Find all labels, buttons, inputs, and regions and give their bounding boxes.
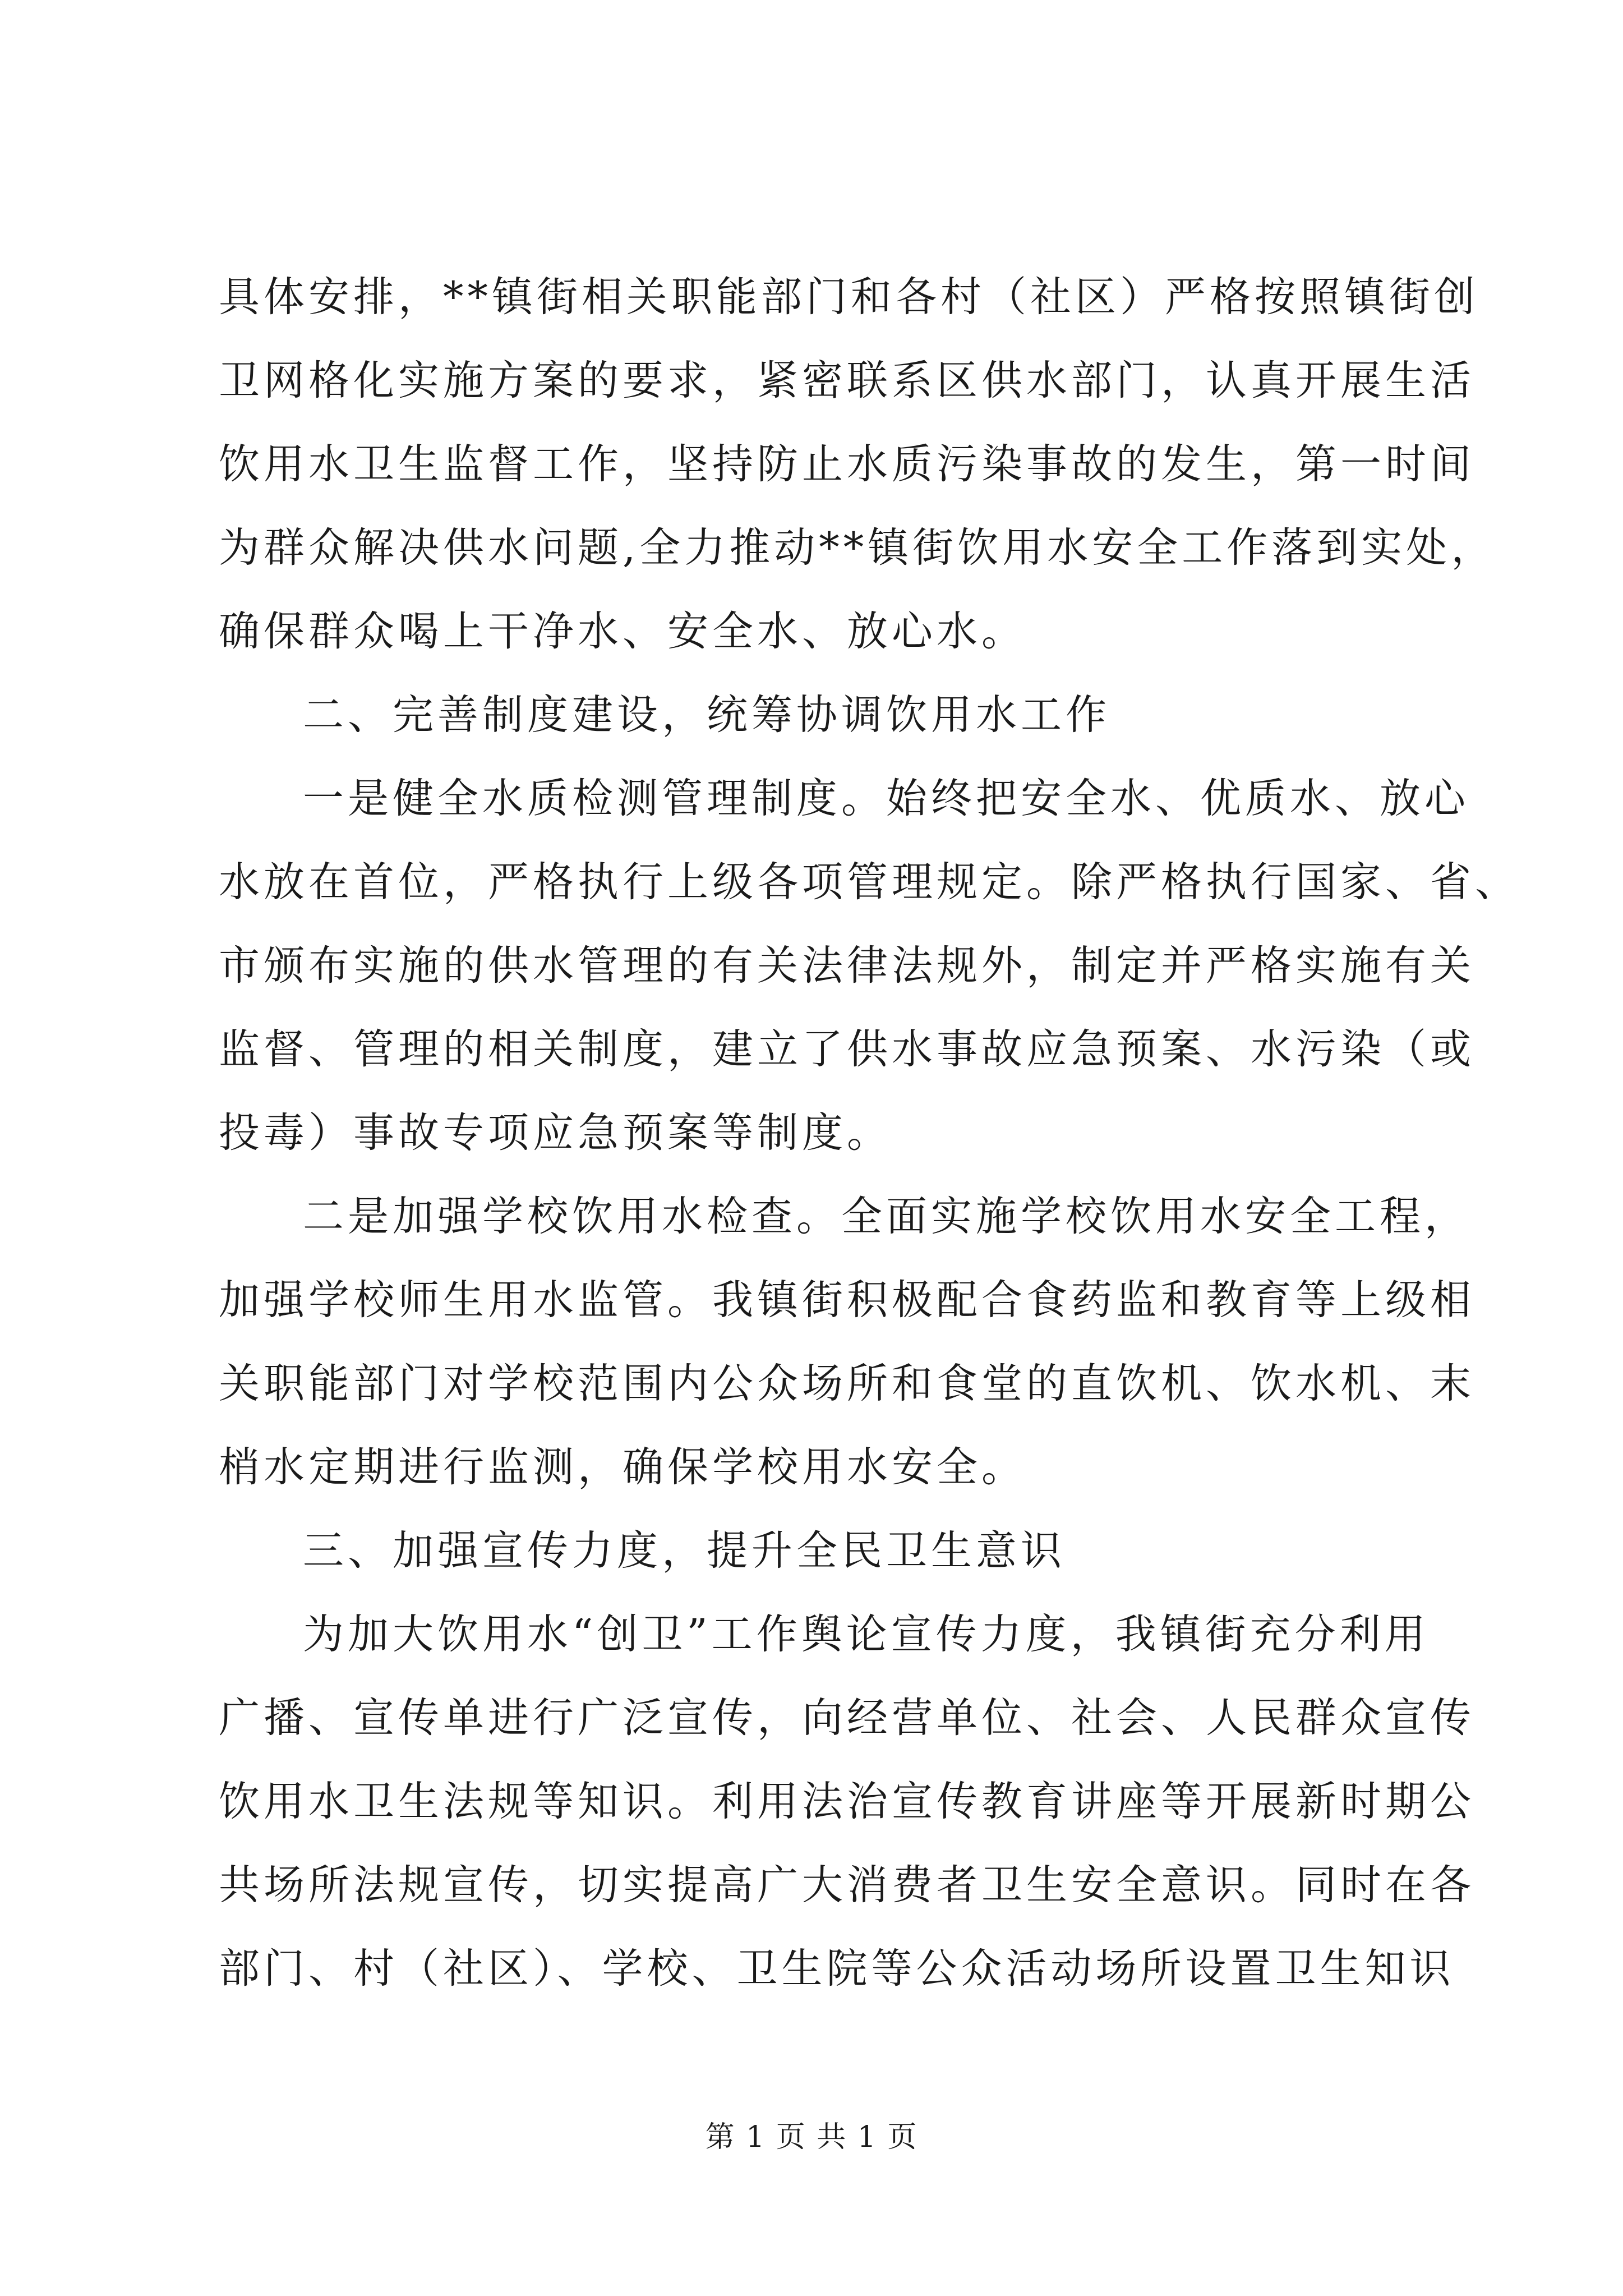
text-line: 共场所法规宣传，切实提高广大消费者卫生安全意识。同时在各: [219, 1861, 1475, 1909]
text-line: 为加大饮用水“创卫”工作舆论宣传力度，我镇街充分利用: [303, 1611, 1430, 1658]
text-line: 具体安排，**镇街相关职能部门和各村（社区）严格按照镇街创: [219, 273, 1479, 321]
text-line: 广播、宣传单进行广泛宣传，向经营单位、社会、人民群众宣传: [219, 1694, 1475, 1742]
text-line: 三、加强宣传力度，提升全民卫生意识: [303, 1527, 1066, 1575]
text-line: 确保群众喝上干净水、安全水、放心水。: [219, 608, 1026, 655]
text-line: 市颁布实施的供水管理的有关法律法规外，制定并严格实施有关: [219, 942, 1475, 990]
text-line: 投毒）事故专项应急预案等制度。: [219, 1109, 892, 1157]
text-line: 二、完善制度建设，统筹协调饮用水工作: [303, 691, 1110, 739]
text-line: 加强学校师生用水监管。我镇街积极配合食药监和教育等上级相: [219, 1276, 1475, 1324]
text-line: 二是加强学校饮用水检查。全面实施学校饮用水安全工程，: [303, 1193, 1469, 1240]
text-line: 梢水定期进行监测，确保学校用水安全。: [219, 1443, 1026, 1491]
text-line: 一是健全水质检测管理制度。始终把安全水、优质水、放心: [303, 775, 1469, 822]
text-line: 卫网格化实施方案的要求，紧密联系区供水部门，认真开展生活: [219, 357, 1475, 404]
text-line: 饮用水卫生法规等知识。利用法治宣传教育讲座等开展新时期公: [219, 1778, 1475, 1825]
page-footer: 第 1 页 共 1 页: [705, 2120, 918, 2154]
text-line: 为群众解决供水问题,全力推动**镇街饮用水安全工作落到实处，: [219, 524, 1496, 572]
text-line: 关职能部门对学校范围内公众场所和食堂的直饮机、饮水机、末: [219, 1360, 1475, 1407]
document-body: [219, 255, 1520, 2010]
text-line: 监督、管理的相关制度，建立了供水事故应急预案、水污染（或: [219, 1025, 1475, 1073]
text-line: 部门、村（社区）、学校、卫生院等公众活动场所设置卫生知识: [219, 1945, 1455, 1993]
text-line: 水放在首位，严格执行上级各项管理规定。除严格执行国家、省、: [219, 858, 1520, 906]
text-line: 饮用水卫生监督工作，坚持防止水质污染事故的发生，第一时间: [219, 440, 1475, 488]
